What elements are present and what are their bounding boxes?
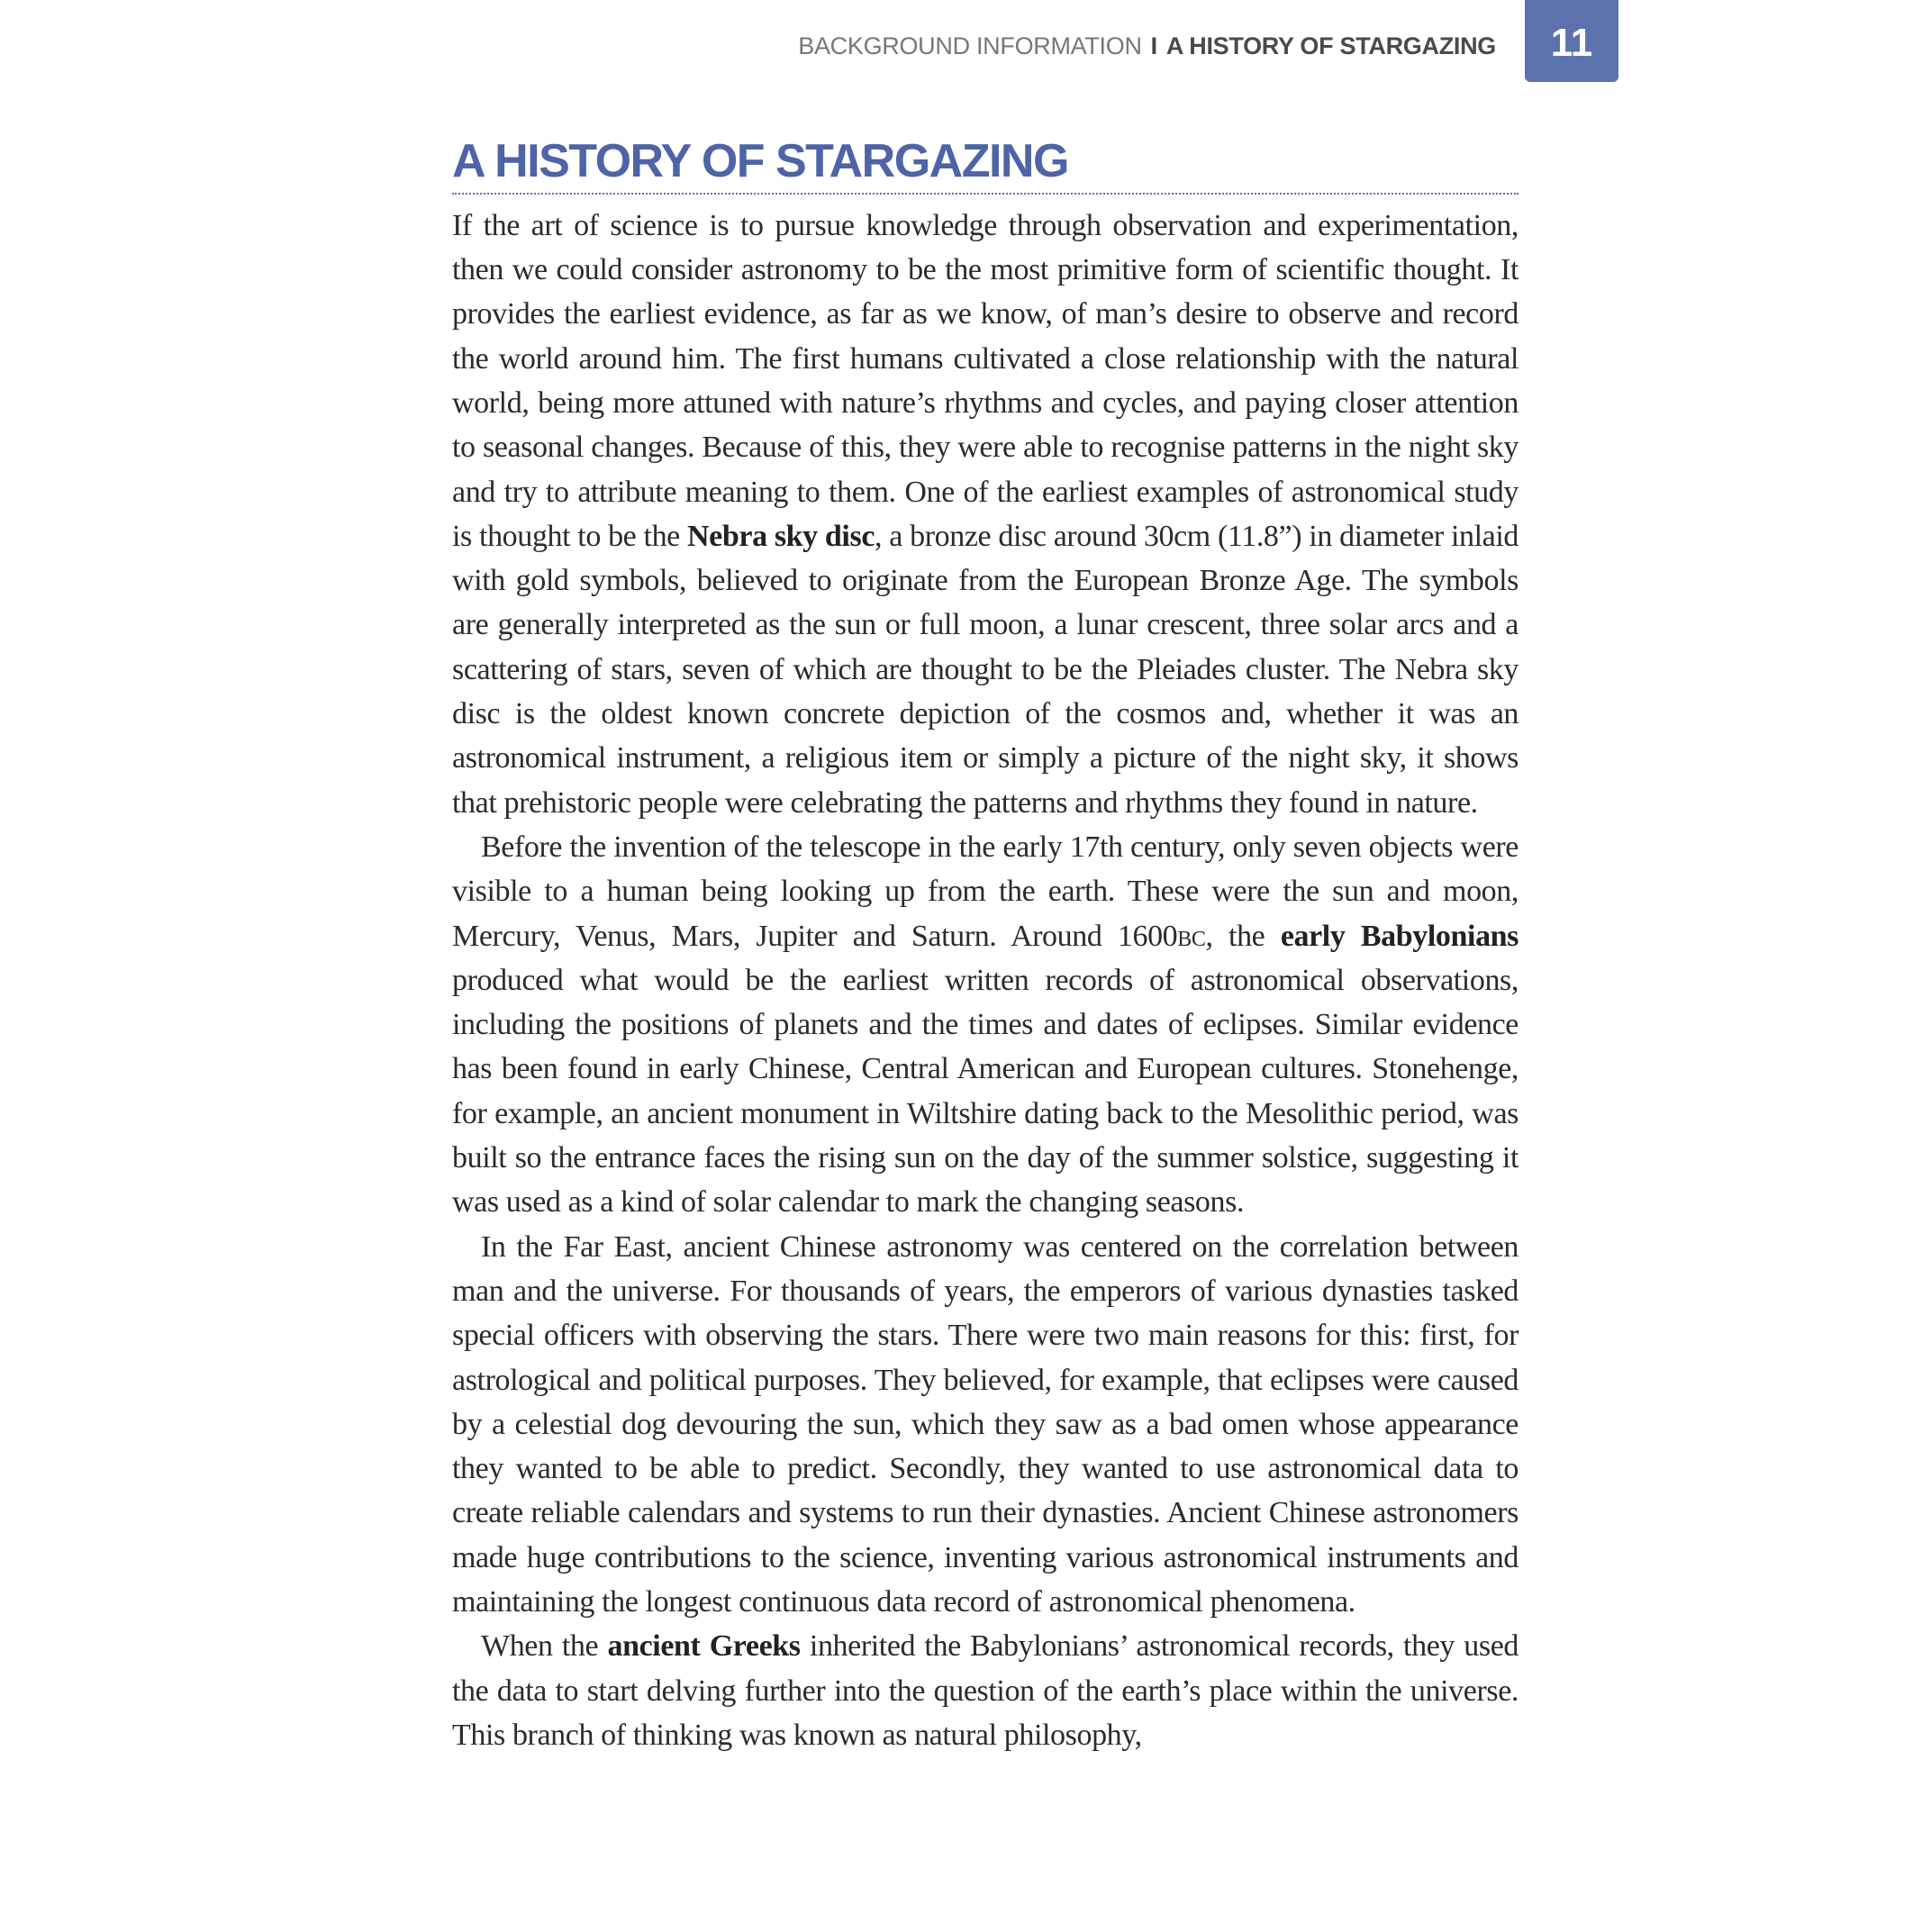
paragraph-2-text-b: , the	[1205, 919, 1281, 953]
page-number: 11	[1550, 20, 1593, 65]
paragraph-2	[452, 825, 1519, 1225]
keyword-early-babylonians: early Babylonians	[1280, 919, 1519, 953]
running-header	[798, 32, 1496, 60]
keyword-nebra-sky-disc: Nebra sky disc	[687, 519, 875, 553]
page-number-tab	[1525, 0, 1618, 82]
paragraph-4	[452, 1624, 1519, 1757]
paragraph-2-text-a: Before the invention of the telescope in the early 17th century, only seven objects were visible to a human being looking up from the earth. These were the sun and moon, Mercury, Venus, Mars, Jupiter and Saturn. Around 1600	[452, 830, 1519, 953]
running-header-section: BACKGROUND INFORMATION	[798, 32, 1142, 59]
era-abbreviation: bc	[1177, 919, 1206, 953]
paragraph-2-text-c: produced what would be the earliest written records of astronomical observations, including the positions of planets and the times and dates of eclipses. Similar evidence has been found in early Chinese, Central American and European cultures. Stonehenge, for example, an ancient monument in Wiltshire dating back to the Mesolithic period, was built so the entrance faces the rising sun on the day of the summer solstice, suggesting it was used as a kind of solar calendar to mark the changing seasons.	[452, 963, 1519, 1220]
chapter-title: A HISTORY OF STARGAZING	[452, 135, 1519, 195]
paragraph-1	[452, 204, 1519, 825]
paragraph-3-text-a: In the Far East, ancient Chinese astronomy was centered on the correlation between man and the universe. For thousands of years, the emperors of various dynasties tasked special officers with observing the stars. There were two main reasons for this: first, for astrological and political purposes. They believed, for example, that eclipses were caused by a celestial dog devouring the sun, which they saw as a bad omen whose appearance they wanted to be able to predict. Secondly, they wanted to use astronomical data to create reliable calendars and systems to run their dynasties. Ancient Chinese astronomers made huge contributions to the science, inventing various astronomical instruments and maintaining the longest continuous data record of astronomical phenomena.	[452, 1229, 1519, 1619]
paragraph-4-text-b: inherited the Babylonians’ astronomical records, they used the data to start delving further into the question of the earth’s place within the universe. This branch of thinking was known as natural philosophy,	[452, 1629, 1519, 1752]
paragraph-4-text-a: When the	[481, 1629, 608, 1664]
running-header-separator: I	[1150, 32, 1157, 59]
page-content	[452, 135, 1519, 1757]
paragraph-1-text-a: If the art of science is to pursue knowledge through observation and experimentation, then we could consider astronomy to be the most primitive form of scientific thought. It provides the earliest evidence, as far as we know, of man’s desire to observe and record the world around him. The first humans cultivated a close relationship with the natural world, being more attuned with nature’s rhythms and cycles, and paying closer attention to seasonal changes. Because of this, they were able to recognise patterns in the night sky and try to attribute meaning to them. One of the earliest examples of astronomical study is thought to be the	[452, 208, 1519, 553]
running-header-chapter: A HISTORY OF STARGAZING	[1165, 32, 1496, 59]
keyword-ancient-greeks: ancient Greeks	[607, 1629, 801, 1664]
paragraph-3	[452, 1225, 1519, 1625]
body-text	[452, 204, 1519, 1757]
paragraph-1-text-b: , a bronze disc around 30cm (11.8”) in diameter inlaid with gold symbols, believed to originate from the European Bronze Age. The symbols are generally interpreted as the sun or full moon, a lunar crescent, three solar arcs and a scattering of stars, seven of which are thought to be the Pleiades cluster. The Nebra sky disc is the oldest known concrete depiction of the cosmos and, whether it was an astronomical instrument, a religious item or simply a picture of the night sky, it shows that prehistoric people were celebrating the patterns and rhythms they found in nature.	[452, 519, 1519, 820]
